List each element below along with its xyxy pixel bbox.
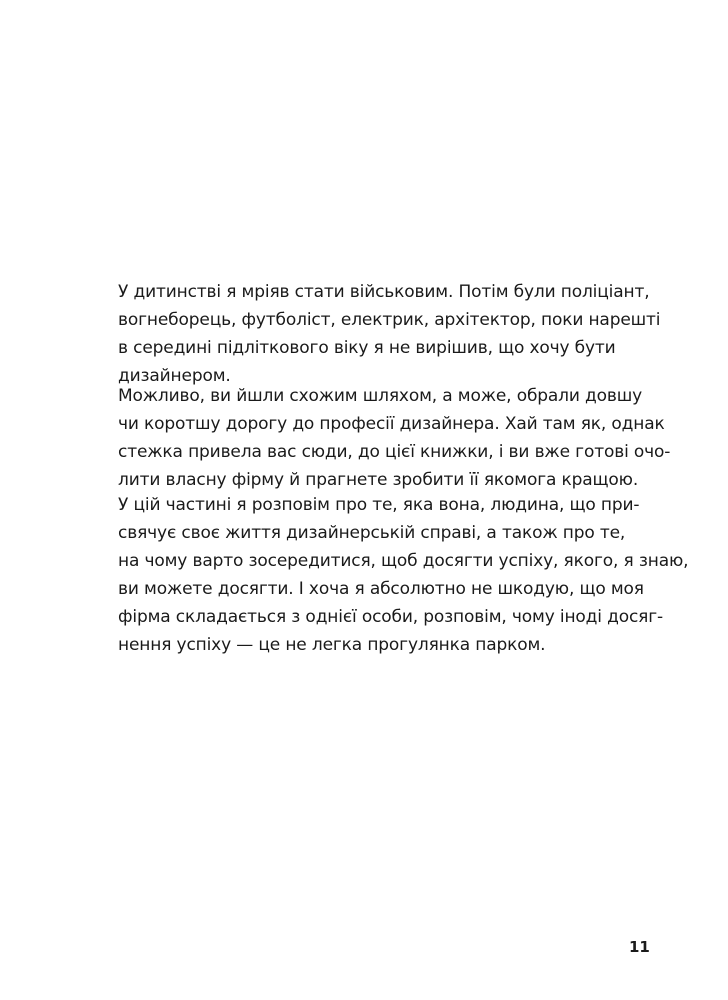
text-line: в середині підліткового віку я не вирішив, що хочу бути [118,338,616,358]
page-number: 11 [629,938,650,956]
text-line: дизайнером. [118,366,231,386]
paragraph-1 [118,278,661,390]
text-line: фірма складається з однієї особи, розповім, чому іноді досяг- [118,607,663,627]
text-line: вогнеборець, футболіст, електрик, архітектор, поки нарешті [118,310,661,330]
body-text [118,278,689,655]
paragraph-2 [118,382,670,494]
text-line: Можливо, ви йшли схожим шляхом, а може, обрали довшу [118,386,643,406]
text-line: У цій частині я розповім про те, яка вона, людина, що при- [118,495,640,515]
text-line: чи коротшу дорогу до професії дизайнера. Хай там як, однак [118,414,665,434]
text-line: на чому варто зосередитися, щоб досягти успіху, якого, я знаю, [118,551,689,571]
text-line: свячує своє життя дизайнерській справі, а також про те, [118,523,626,543]
text-line: У дитинстві я мріяв стати військовим. Потім були поліціант, [118,282,650,302]
text-line: нення успіху — це не легка прогулянка парком. [118,635,546,655]
paragraph-3 [118,491,688,659]
text-line: лити власну фірму й прагнете зробити її якомога кращою. [118,470,639,490]
text-line: стежка привела вас сюди, до цієї книжки, і ви вже готові очо- [118,442,671,462]
text-line: ви можете досягти. І хоча я абсолютно не шкодую, що моя [118,579,644,599]
